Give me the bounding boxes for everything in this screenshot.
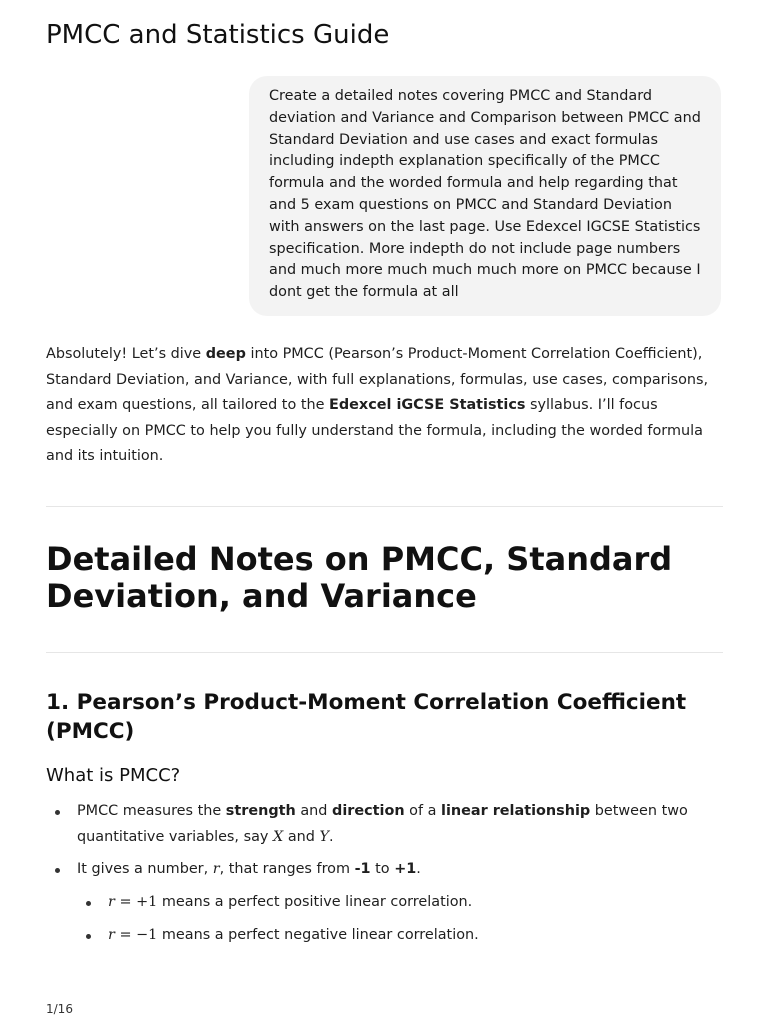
pmcc-bullet-list — [46, 799, 723, 883]
bold-text: linear relationship — [441, 803, 591, 819]
text: It gives a number, — [77, 861, 213, 878]
text: . — [416, 861, 421, 878]
section-number: 1. — [46, 690, 77, 715]
list-item — [46, 857, 723, 883]
math-variable: Y — [319, 828, 329, 845]
bold-text: -1 — [354, 861, 371, 878]
main-heading: Detailed Notes on PMCC, Standard Deviation, and Variance — [46, 540, 673, 615]
text: means a perfect negative linear correlation. — [157, 926, 479, 943]
math-variable: r — [108, 894, 115, 910]
intro-bold-syllabus: Edexcel iGCSE Statistics — [329, 397, 526, 414]
text: between two quantitative variables, say — [77, 803, 688, 845]
section-heading-pmcc — [46, 688, 723, 746]
intro-text: Absolutely! Let’s dive — [46, 346, 206, 362]
text: , that ranges from — [219, 861, 355, 878]
math-variable: r — [212, 861, 220, 878]
divider — [46, 652, 723, 653]
bold-text: strength — [225, 803, 296, 819]
intro-text: syllabus. I’ll focus especially on PMCC to help you fully understand the formula, including the worded formula and its intuition. — [46, 397, 703, 465]
intro-text: into PMCC (Pearson’s Product-Moment Correlation Coefficient), Standard Deviation, and Variance, with full explanations, formulas, use cases, comparisons, and exam questions, all tailored to the — [46, 346, 709, 414]
math-variable: r — [108, 926, 115, 943]
bold-text: direction — [332, 803, 405, 819]
list-item — [46, 799, 723, 850]
bold-text: +1 — [394, 861, 417, 878]
text: PMCC measures the — [77, 803, 226, 819]
text: of a — [404, 803, 442, 819]
text: and — [283, 828, 320, 845]
page-indicator: 1/16 — [46, 1002, 73, 1016]
text: . — [329, 828, 334, 845]
intro-paragraph — [46, 342, 723, 470]
list-item — [77, 923, 717, 949]
user-message-bubble: Create a detailed notes covering PMCC and Standard deviation and Variance and Comparison between PMCC and Standard Deviation and use cases and exact formulas including indepth explanation specifically of the PMCC formula and the worded formula and help regarding that and 5 exam questions on PMCC and Standard Deviation with answers on the last page. Use Edexcel IGCSE Statistics specification. More indepth do not include page numbers and much more much much much more on PMCC because I dont get the formula at all — [249, 76, 721, 316]
text: and — [295, 803, 333, 819]
text: to — [370, 861, 395, 878]
section-title: Pearson’s Product-Moment Correlation Coefficient (PMCC) — [46, 690, 687, 744]
list-item — [77, 890, 717, 916]
document-title: PMCC and Statistics Guide — [46, 20, 390, 50]
subheading-what-is-pmcc: What is PMCC? — [46, 765, 181, 786]
math-variable: X — [273, 828, 284, 845]
math-expression: = −1 — [114, 926, 158, 943]
text: means a perfect positive linear correlation. — [157, 894, 473, 910]
divider — [46, 506, 723, 507]
math-expression: = +1 — [114, 894, 158, 910]
pmcc-sub-list — [77, 890, 717, 955]
intro-bold-deep: deep — [205, 346, 246, 362]
